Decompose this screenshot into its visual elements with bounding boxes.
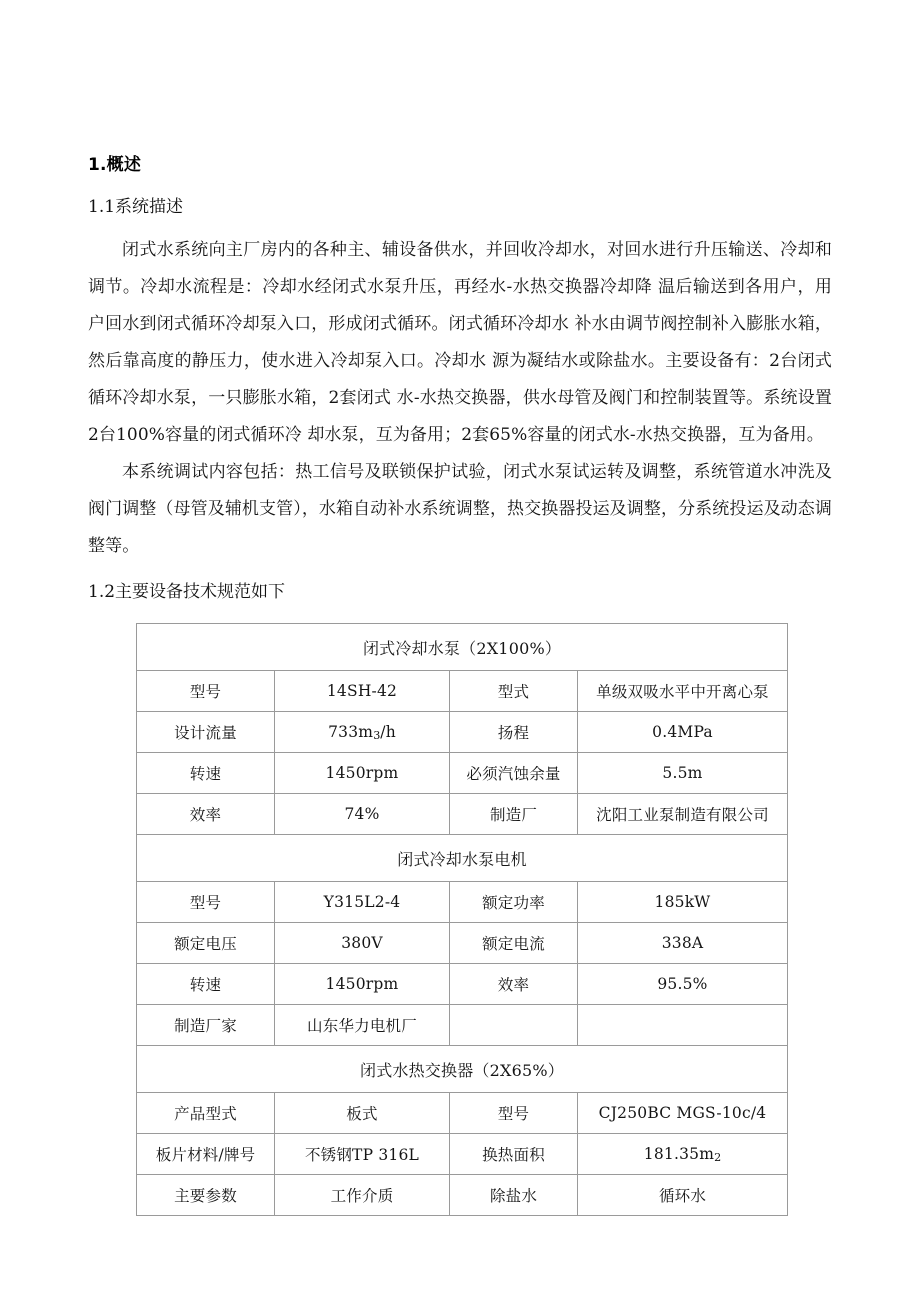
paragraph-commissioning-scope: 本系统调试内容包括：热工信号及联锁保护试验，闭式水泵试运转及调整，系统管道水冲洗及阀门调整（母管及辅机支管），水箱自动补水系统调整，热交换器投运及调整，分系统投运及动态调整等。 (88, 462, 832, 556)
document-body (88, 152, 832, 1216)
table-row (137, 671, 788, 712)
table-cell: 循环水 (578, 1175, 788, 1216)
table-section-header-row (137, 624, 788, 671)
table-cell: 733m3/h (275, 712, 450, 753)
table-cell: 14SH-42 (275, 671, 450, 712)
table-cell: 扬程 (450, 712, 578, 753)
table-cell: 型号 (450, 1093, 578, 1134)
table-cell: 1450rpm (275, 964, 450, 1005)
table-row (137, 712, 788, 753)
table-cell: 制造厂家 (137, 1005, 275, 1046)
table-cell: 工作介质 (275, 1175, 450, 1216)
table-row (137, 923, 788, 964)
table-cell: 74% (275, 794, 450, 835)
table-cell: Y315L2-4 (275, 882, 450, 923)
table-cell: 5.5m (578, 753, 788, 794)
table-cell: 制造厂 (450, 794, 578, 835)
equipment-spec-table (136, 623, 788, 1216)
table-section-header-row (137, 1046, 788, 1093)
table-cell-empty (450, 1005, 578, 1046)
table-cell: 单级双吸水平中开离心泵 (578, 671, 788, 712)
table-cell: 主要参数 (137, 1175, 275, 1216)
table-cell: 换热面积 (450, 1134, 578, 1175)
table-cell: 效率 (450, 964, 578, 1005)
table-cell: 型式 (450, 671, 578, 712)
table-row (137, 1175, 788, 1216)
table-cell: CJ250BC MGS-10c/4 (578, 1093, 788, 1134)
table-cell: 380V (275, 923, 450, 964)
table-cell: 沈阳工业泵制造有限公司 (578, 794, 788, 835)
table-cell: 效率 (137, 794, 275, 835)
table-row (137, 1093, 788, 1134)
table-row (137, 882, 788, 923)
table-cell: 额定电流 (450, 923, 578, 964)
table-cell: 转速 (137, 753, 275, 794)
table-cell: 0.4MPa (578, 712, 788, 753)
table-cell: 产品型式 (137, 1093, 275, 1134)
section-heading-1-2: 1.2主要设备技术规范如下 (88, 582, 286, 602)
table-row (137, 1134, 788, 1175)
table-cell: 185kW (578, 882, 788, 923)
table-cell: 山东华力电机厂 (275, 1005, 450, 1046)
page-title: 1.概述 (88, 155, 142, 175)
table-row (137, 753, 788, 794)
table-cell: 1450rpm (275, 753, 450, 794)
table-section-header-row (137, 835, 788, 882)
table-cell: 型号 (137, 882, 275, 923)
table-cell: 必须汽蚀余量 (450, 753, 578, 794)
table-cell: 设计流量 (137, 712, 275, 753)
table-cell: 不锈钢TP 316L (275, 1134, 450, 1175)
table-cell: 181.35m2 (578, 1134, 788, 1175)
table-cell: 95.5% (578, 964, 788, 1005)
table-cell: 额定电压 (137, 923, 275, 964)
table-cell: 额定功率 (450, 882, 578, 923)
table-cell: 除盐水 (450, 1175, 578, 1216)
table-row (137, 794, 788, 835)
table-cell: 338A (578, 923, 788, 964)
table-section-title: 闭式冷却水泵电机 (137, 835, 788, 882)
paragraph-system-description: 闭式水系统向主厂房内的各种主、辅设备供水，并回收冷却水，对回水进行升压输送、冷却和调节。冷却水流程是：冷却水经闭式水泵升压，再经水-水热交换器冷却降 温后输送到各用户，用户回水到闭式循环冷却泵入口，形成闭式循环。闭式循环冷却水 补水由调节阀控制补入膨胀水箱，然后靠高度的静压力，使水进入冷却泵入口。冷却水 源为凝结水或除盐水。主要设备有：2台闭式循环冷却水泵，一只膨胀水箱，2套闭式 水-水热交换器，供水母管及阀门和控制装置等。系统设置2台100%容量的闭式循环冷 却水泵，互为备用；2套65%容量的闭式水-水热交换器，互为备用。 (88, 240, 832, 445)
table-cell: 板片材料/牌号 (137, 1134, 275, 1175)
table-row (137, 1005, 788, 1046)
table-cell: 板式 (275, 1093, 450, 1134)
table-section-title: 闭式冷却水泵（2X100%） (137, 624, 788, 671)
table-cell-empty (578, 1005, 788, 1046)
table-cell: 型号 (137, 671, 275, 712)
spec-table-container (88, 623, 832, 1216)
table-section-title: 闭式水热交换器（2X65%） (137, 1046, 788, 1093)
section-heading-1-1: 1.1系统描述 (88, 197, 184, 217)
table-cell: 转速 (137, 964, 275, 1005)
table-row (137, 964, 788, 1005)
